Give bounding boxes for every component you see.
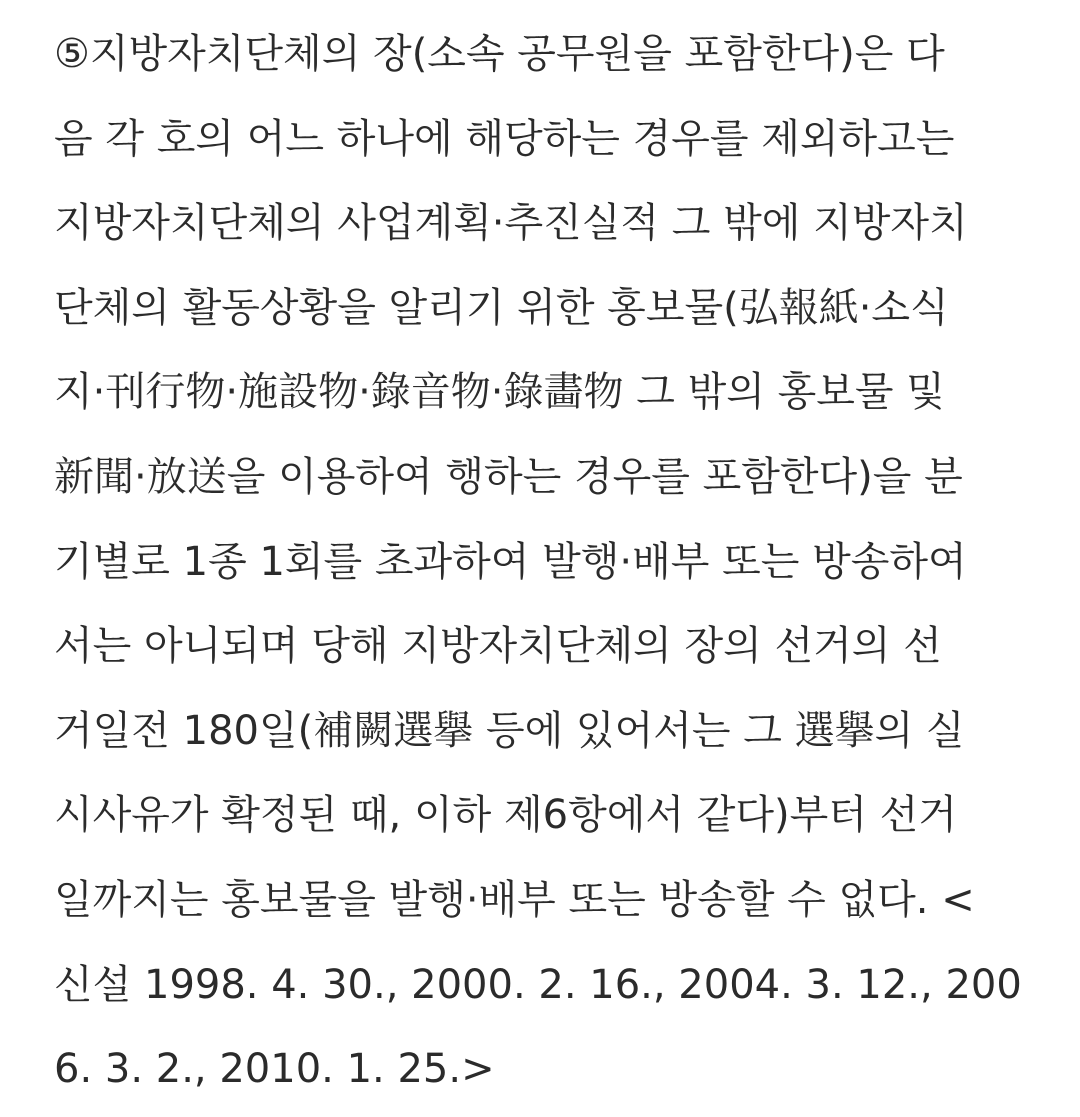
- text-line-3: 지방자치단체의 사업계획·추진실적 그 밖에 지방자치: [54, 200, 968, 247]
- text-line-11: 일까지는 홍보물을 발행·배부 또는 방송할 수 없다. <: [54, 876, 975, 923]
- text-line-2: 음 각 호의 어느 하나에 해당하는 경우를 제외하고는: [54, 115, 955, 162]
- text-line-13: 6. 3. 2., 2010. 1. 25.>: [54, 1046, 495, 1093]
- text-line-8: 서는 아니되며 당해 지방자치단체의 장의 선거의 선: [54, 623, 942, 670]
- text-line-4: 단체의 활동상황을 알리기 위한 홍보물(弘報紙·소식: [54, 284, 949, 331]
- law-article-paragraph-5: [54, 17, 1054, 1117]
- text-line-1: ⑤지방자치단체의 장(소속 공무원을 포함한다)은 다: [54, 31, 945, 77]
- text-line-12: 신설 1998. 4. 30., 2000. 2. 16., 2004. 3. 12., 200: [54, 961, 1022, 1008]
- text-line-10: 시사유가 확정된 때, 이하 제6항에서 같다)부터 선거: [54, 792, 957, 839]
- text-line-5: 지·刊行物·施設物·錄音物·錄畵物 그 밖의 홍보물 및: [54, 369, 945, 416]
- text-line-9: 거일전 180일(補闕選擧 등에 있어서는 그 選擧의 실: [54, 707, 965, 754]
- text-line-7: 기별로 1종 1회를 초과하여 발행·배부 또는 방송하여: [54, 538, 967, 585]
- text-line-6: 新聞·放送을 이용하여 행하는 경우를 포함한다)을 분: [54, 453, 963, 500]
